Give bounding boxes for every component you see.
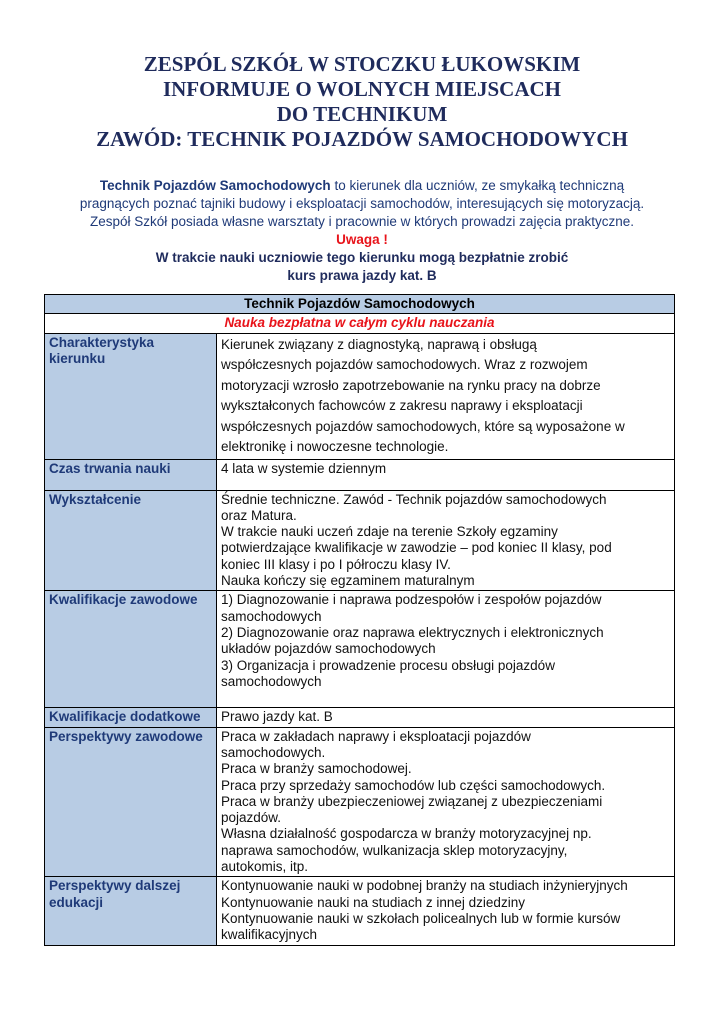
row-text-line: koniec III klasy i po I półroczu klasy IV.	[221, 556, 451, 572]
row-text-line: naprawa samochodów, wulkanizacja sklep motoryzacyjny,	[221, 842, 568, 858]
row-text-line: 4 lata w systemie dziennym	[221, 460, 387, 476]
page-title	[0, 52, 724, 152]
row-text-line: Kontynuowanie nauki w podobnej branży na studiach inżynieryjnych	[221, 878, 628, 894]
row-text-line: motoryzacji wzrosło zapotrzebowanie na rynku pracy na dobrze	[221, 377, 601, 393]
table-header: Technik Pojazdów Samochodowych	[45, 295, 675, 314]
table-row	[45, 490, 675, 591]
row-value	[217, 333, 675, 459]
table-row	[45, 333, 675, 459]
row-value	[217, 727, 675, 877]
row-text-line: Praca w branży ubezpieczeniowej związanej z ubezpieczeniami	[221, 793, 603, 809]
row-text-line: autokomis, itp.	[221, 859, 309, 875]
table-row	[45, 877, 675, 945]
row-value	[217, 877, 675, 945]
row-text-line: współczesnych pojazdów samochodowych. Wraz z rozwojem	[221, 357, 588, 373]
row-label: Charakterystyka kierunku	[45, 333, 217, 459]
title-line: INFORMUJE O WOLNYCH MIEJSCACH	[162, 77, 562, 101]
row-value	[217, 490, 675, 591]
row-text-line: Nauka kończy się egzaminem maturalnym	[221, 573, 475, 589]
row-label: Wykształcenie	[45, 490, 217, 591]
table-subheader: Nauka bezpłatna w całym cyklu nauczania	[45, 314, 675, 333]
row-text-line: oraz Matura.	[221, 507, 297, 523]
intro-line-1	[40, 177, 684, 195]
row-text-line: Praca w branży samochodowej.	[221, 761, 412, 777]
warning-label: Uwaga !	[336, 232, 388, 247]
row-text-line: pojazdów.	[221, 810, 282, 826]
table-subheader-row	[45, 314, 675, 333]
intro-line-2: pragnących poznać tajniki budowy i eksploatacji samochodów, interesujących się motoryzacją.	[79, 196, 645, 211]
intro-line-3: Zespół Szkół posiada własne warsztaty i pracownie w których prowadzi zajęcia praktyczne.	[90, 214, 634, 229]
row-text-line: potwierdzające kwalifikacje w zawodzie – pod koniec II klasy, pod	[221, 540, 612, 556]
row-value	[217, 459, 675, 490]
row-label: Kwalifikacje dodatkowe	[45, 708, 217, 727]
table-row	[45, 708, 675, 727]
row-text-line: wykształconych fachowców z zakresu naprawy i eksploatacji	[221, 398, 583, 414]
row-text-line: Praca w zakładach naprawy i eksploatacji pojazdów	[221, 728, 531, 744]
row-value	[217, 708, 675, 727]
row-text-line: Praca przy sprzedaży samochodów lub części samochodowych.	[221, 777, 606, 793]
row-text-line: Średnie techniczne. Zawód - Technik pojazdów samochodowych	[221, 491, 607, 507]
row-value	[217, 591, 675, 708]
row-label: Perspektywy zawodowe	[45, 727, 217, 877]
intro-lead-bold: Technik Pojazdów Samochodowych	[99, 178, 331, 193]
table-row	[45, 591, 675, 708]
table-header-row	[45, 295, 675, 314]
row-text-line: samochodowych	[221, 608, 322, 624]
row-text-line: Prawo jazdy kat. B	[221, 709, 333, 725]
intro-lead-rest: to kierunek dla uczniów, ze smykałką techniczną	[330, 178, 625, 193]
row-text-line: współczesnych pojazdów samochodowych, które są wyposażone w	[221, 418, 625, 434]
intro-section	[40, 177, 684, 285]
row-label: Kwalifikacje zawodowe	[45, 591, 217, 708]
row-text-line: Własna działalność gospodarcza w branży motoryzacyjnej np.	[221, 826, 592, 842]
driving-course-line-2: kurs prawa jazdy kat. B	[287, 268, 437, 283]
row-text-line: 2) Diagnozowanie oraz naprawa elektrycznych i elektronicznych	[221, 624, 604, 640]
row-text-line: samochodowych	[221, 673, 322, 689]
row-text-line: Kierunek związany z diagnostyką, naprawą i obsługą	[221, 336, 537, 352]
info-table	[44, 294, 675, 946]
driving-course-line-1: W trakcie nauki uczniowie tego kierunku mogą bezpłatnie zrobić	[155, 250, 569, 265]
row-text-line: 1) Diagnozowanie i naprawa podzespołów i zespołów pojazdów	[221, 592, 602, 608]
table-row	[45, 459, 675, 490]
row-text-line: W trakcie nauki uczeń zdaje na terenie Szkoły egzaminy	[221, 524, 558, 540]
row-text-line: samochodowych.	[221, 744, 326, 760]
title-line: DO TECHNIKUM	[276, 102, 448, 126]
row-label: Perspektywy dalszej edukacji	[45, 877, 217, 945]
row-text-line: kwalifikacyjnych	[221, 927, 318, 943]
title-line: ZAWÓD: TECHNIK POJAZDÓW SAMOCHODOWYCH	[96, 127, 628, 151]
row-text-line: elektronikę i nowoczesne technologie.	[221, 439, 449, 455]
row-label: Czas trwania nauki	[45, 459, 217, 490]
row-text-line: 3) Organizacja i prowadzenie procesu obsługi pojazdów	[221, 657, 555, 673]
row-text-line: Kontynuowanie nauki w szkołach policealnych lub w formie kursów	[221, 910, 621, 926]
title-line: ZESPÓL SZKÓŁ W STOCZKU ŁUKOWSKIM	[143, 52, 581, 76]
table-row	[45, 727, 675, 877]
row-text-line: Kontynuowanie nauki na studiach z innej dziedziny	[221, 894, 525, 910]
row-text-line: układów pojazdów samochodowych	[221, 641, 436, 657]
